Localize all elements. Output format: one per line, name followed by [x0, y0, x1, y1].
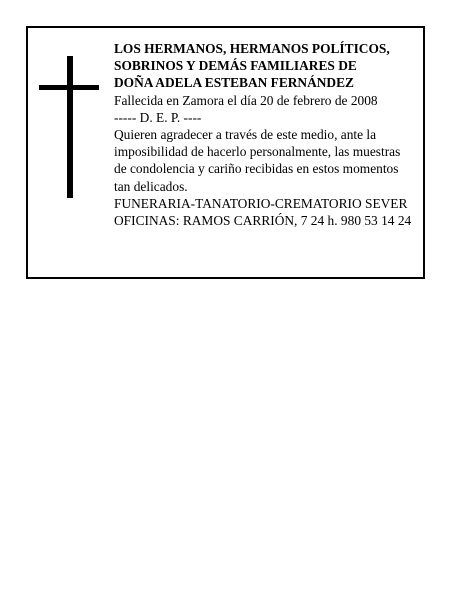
- offices-info: OFICINAS: RAMOS CARRIÓN, 7 24 h. 980 53 14 24: [114, 213, 412, 229]
- cross-horizontal-bar: [39, 85, 99, 90]
- death-info: Fallecida en Zamora el día 20 de febrero de 2008: [114, 92, 378, 108]
- obituary-notice: [26, 26, 425, 279]
- heading-line-2: SOBRINOS Y DEMÁS FAMILIARES DE: [114, 58, 357, 74]
- funeral-home: FUNERARIA-TANATORIO-CREMATORIO SEVER: [114, 195, 408, 211]
- notice-text: [114, 40, 422, 229]
- cross-vertical-bar: [67, 56, 73, 198]
- deceased-name: DOÑA ADELA ESTEBAN FERNÁNDEZ: [114, 75, 354, 91]
- thanks-message: Quieren agradecer a través de este medio, ante la imposibilidad de hacerlo personalmente, las muestras de condolencia y cariño recibidas en estos momentos tan delicados.: [114, 127, 401, 194]
- heading-line-1: LOS HERMANOS, HERMANOS POLÍTICOS,: [114, 41, 390, 56]
- rip-line: ----- D. E. P. ----: [114, 109, 202, 125]
